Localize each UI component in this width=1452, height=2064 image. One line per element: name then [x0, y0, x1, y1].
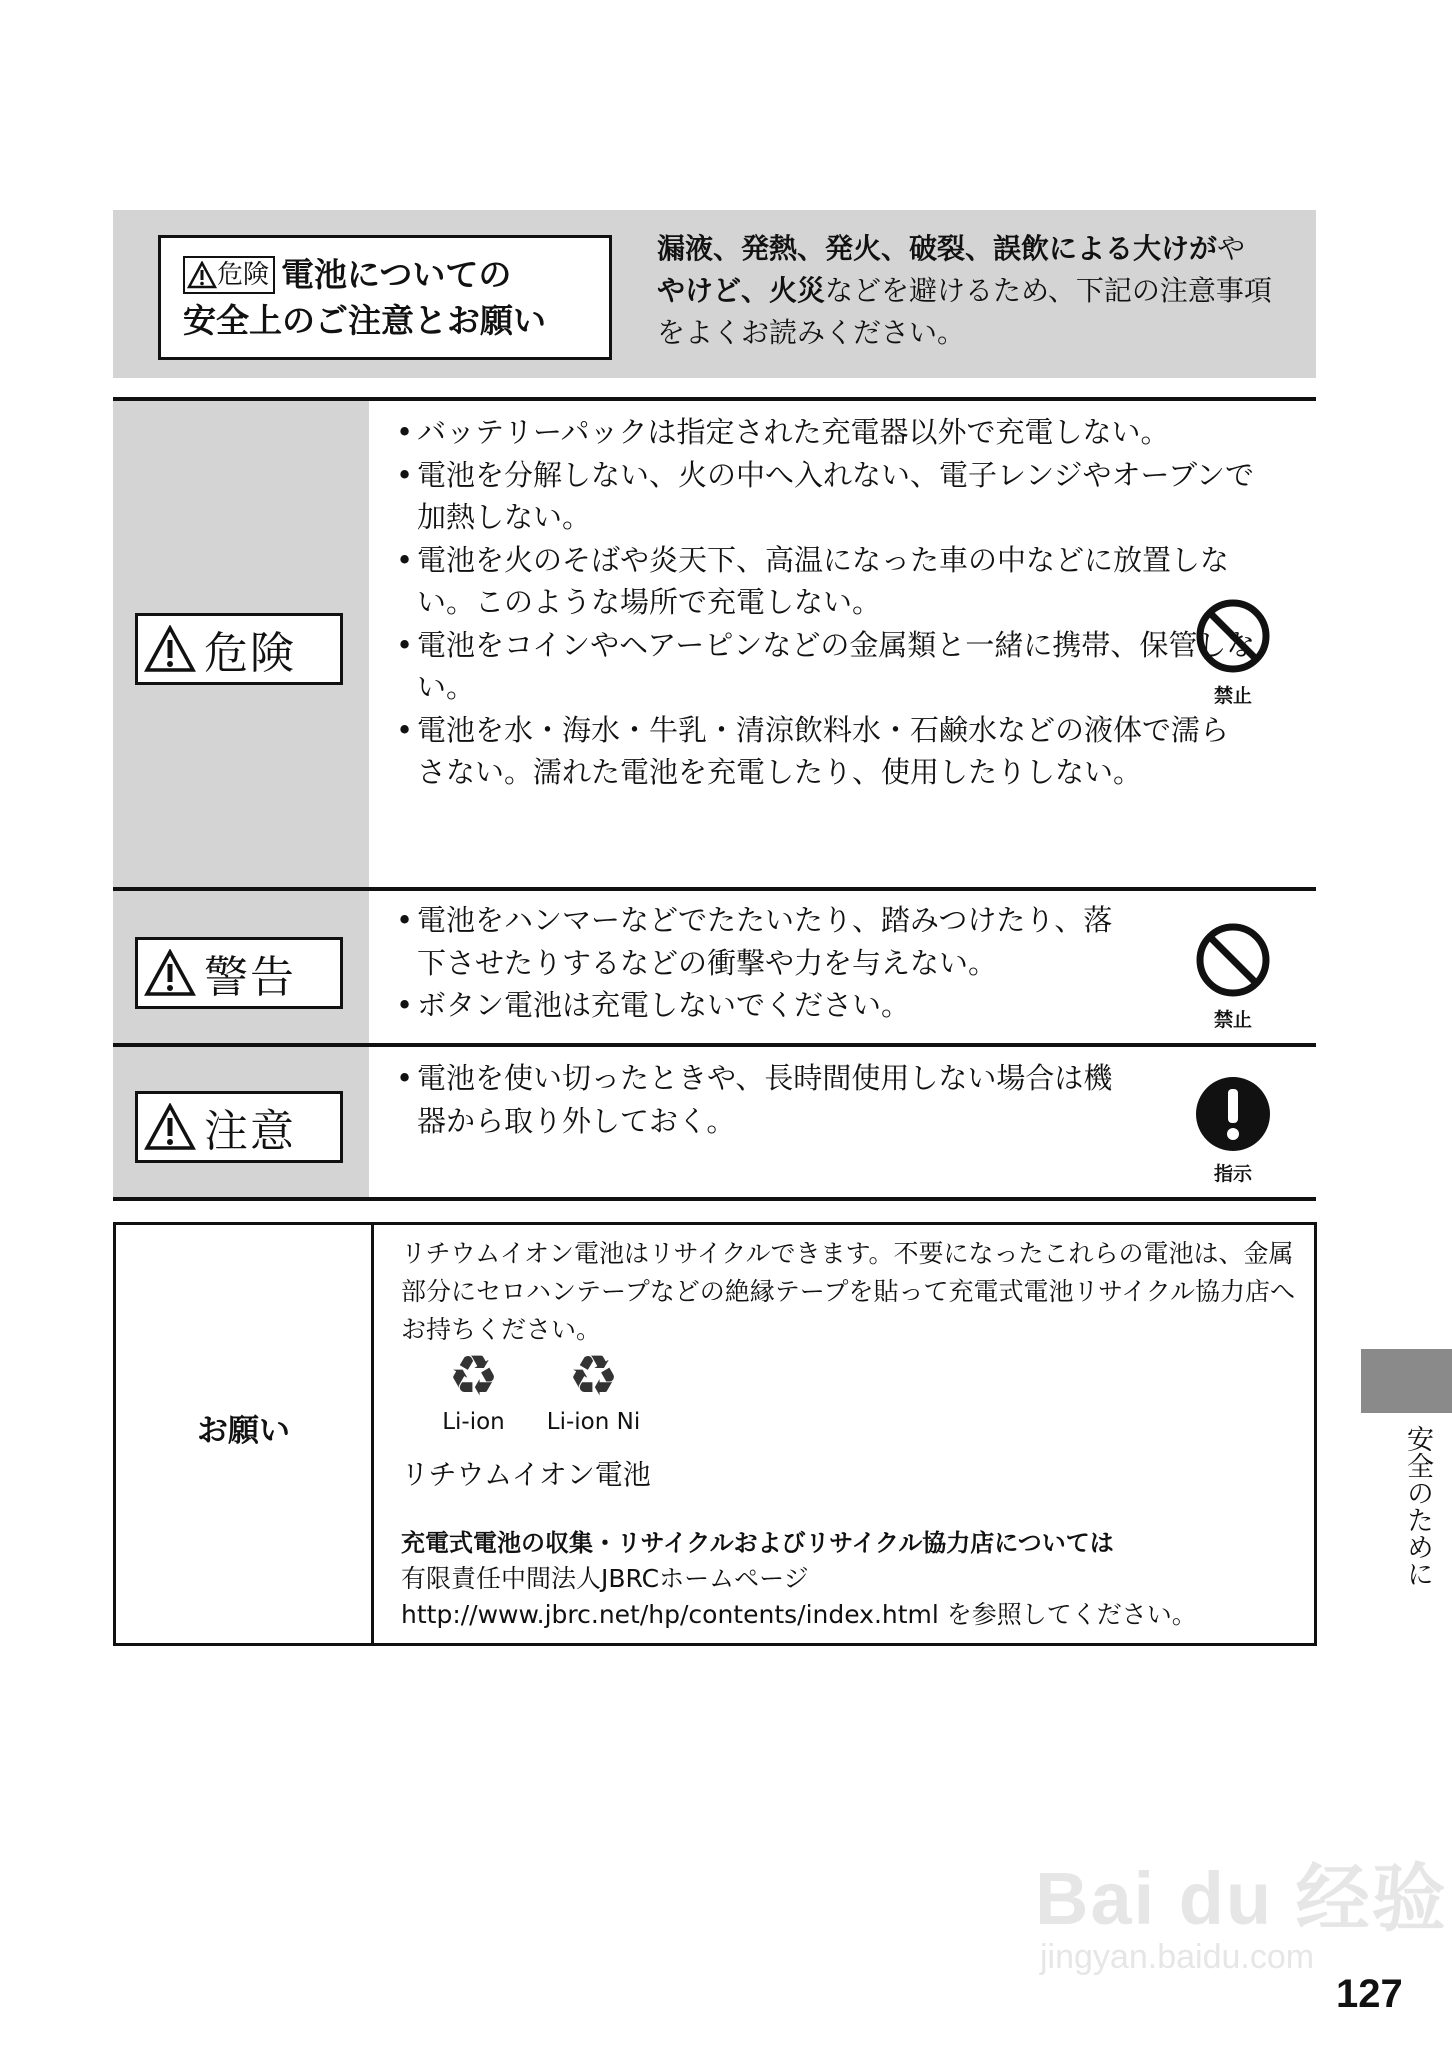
prohibition-icon	[1194, 597, 1272, 675]
mini-label-word: 危険	[217, 260, 270, 290]
desc-line-3: をよくお読みください。	[657, 316, 966, 349]
list-item: • 電池を水・海水・牛乳・清涼飲料水・石鹸水などの液体で濡らさない。濡れた電池を充電したり、使用したりしない。	[396, 709, 1256, 794]
list-item: • 電池を分解しない、火の中へ入れない、電子レンジやオーブンで加熱しない。	[396, 454, 1256, 539]
danger-label	[135, 613, 343, 685]
header-description	[657, 228, 1307, 354]
caution-row	[113, 1043, 1316, 1197]
list-item: • 電池をハンマーなどでたたいたり、踏みつけたり、落下させたりするなどの衝撃や力を与えない。	[396, 899, 1116, 984]
danger-row	[113, 397, 1316, 887]
desc-bold-2: やけど、火災	[657, 274, 826, 307]
title-line-1: 電池についての	[281, 255, 512, 294]
list-item: • 電池をコインやヘアーピンなどの金属類と一緒に携帯、保管しない。	[396, 624, 1256, 709]
title-line-2: 安全上のご注意とお願い	[183, 301, 546, 340]
desc-bold-1: 漏液、発熱、発火、破裂、誤飲による大けが	[657, 232, 1218, 265]
list-item: • ボタン電池は充電しないでください。	[396, 984, 1116, 1027]
org-name: 有限責任中間法人JBRCホームページ	[401, 1564, 809, 1593]
watermark-brand: Bai du 经验	[1035, 1857, 1448, 1940]
list-item: • 電池を火のそばや炎天下、高温になった車の中などに放置しない。このような場所で充電しない。	[396, 539, 1256, 624]
list-item: • 電池を使い切ったときや、長時間使用しない場合は機器から取り外しておく。	[396, 1057, 1116, 1142]
caution-label	[135, 1091, 343, 1163]
request-org	[401, 1561, 1197, 1633]
warning-icon-box	[1188, 921, 1278, 1032]
caution-label-word: 注意	[204, 1106, 296, 1157]
warning-label-word: 警告	[204, 952, 296, 1003]
list-item: • バッテリーパックは指定された充電器以外で充電しない。	[396, 411, 1256, 454]
page-number: 127	[1336, 1972, 1403, 2016]
table-bottom-rule	[113, 1197, 1316, 1201]
request-divider	[371, 1225, 374, 1643]
recycle-mark-li-ion	[416, 1344, 531, 1437]
recycle-caption: Li-ion	[442, 1409, 505, 1435]
warning-triangle-icon	[144, 949, 196, 997]
danger-mini-label	[183, 256, 275, 294]
side-tab-text: 安全のために	[1402, 1425, 1433, 1587]
danger-icon-box	[1188, 597, 1278, 708]
request-label: お願い	[197, 1413, 290, 1449]
danger-list	[396, 411, 1256, 794]
caution-icon-box	[1188, 1075, 1278, 1186]
url-line: http://www.jbrc.net/hp/contents/index.html を参照してください。	[401, 1600, 1197, 1629]
recycle-icon: ♻	[568, 1344, 619, 1409]
caution-list	[396, 1057, 1116, 1142]
warning-triangle-icon	[187, 261, 217, 289]
request-box	[113, 1222, 1317, 1646]
warning-triangle-icon	[144, 625, 196, 673]
side-tab-marker	[1361, 1349, 1452, 1413]
icon-caption: 禁止	[1213, 685, 1252, 707]
recycle-mark-li-ion-ni	[526, 1344, 661, 1437]
recycle-caption: Li-ion Ni	[546, 1409, 641, 1435]
lithium-label: リチウムイオン電池	[401, 1458, 651, 1491]
icon-caption: 指示	[1213, 1163, 1252, 1185]
warning-row	[113, 887, 1316, 1043]
icon-caption: 禁止	[1213, 1009, 1252, 1031]
prohibition-icon	[1194, 921, 1272, 999]
title-box	[158, 235, 612, 360]
danger-label-word: 危険	[204, 628, 296, 679]
warning-list	[396, 899, 1116, 1027]
desc-normal-2: などを避けるため、下記の注意事項	[825, 274, 1272, 307]
warning-triangle-icon	[144, 1103, 196, 1151]
watermark-url: jingyan.baidu.com	[1040, 1938, 1315, 1976]
desc-normal-1: や	[1217, 232, 1246, 265]
request-heading: 充電式電池の収集・リサイクルおよびリサイクル協力店については	[401, 1529, 1114, 1557]
request-text: リチウムイオン電池はリサイクルできます。不要になったこれらの電池は、金属部分にセロハンテープなどの絶縁テープを貼って充電式電池リサイクル協力店へお持ちください。	[401, 1239, 1296, 1344]
recycle-icon: ♻	[448, 1344, 499, 1409]
exclamation-icon	[1194, 1075, 1272, 1153]
warning-label	[135, 937, 343, 1009]
